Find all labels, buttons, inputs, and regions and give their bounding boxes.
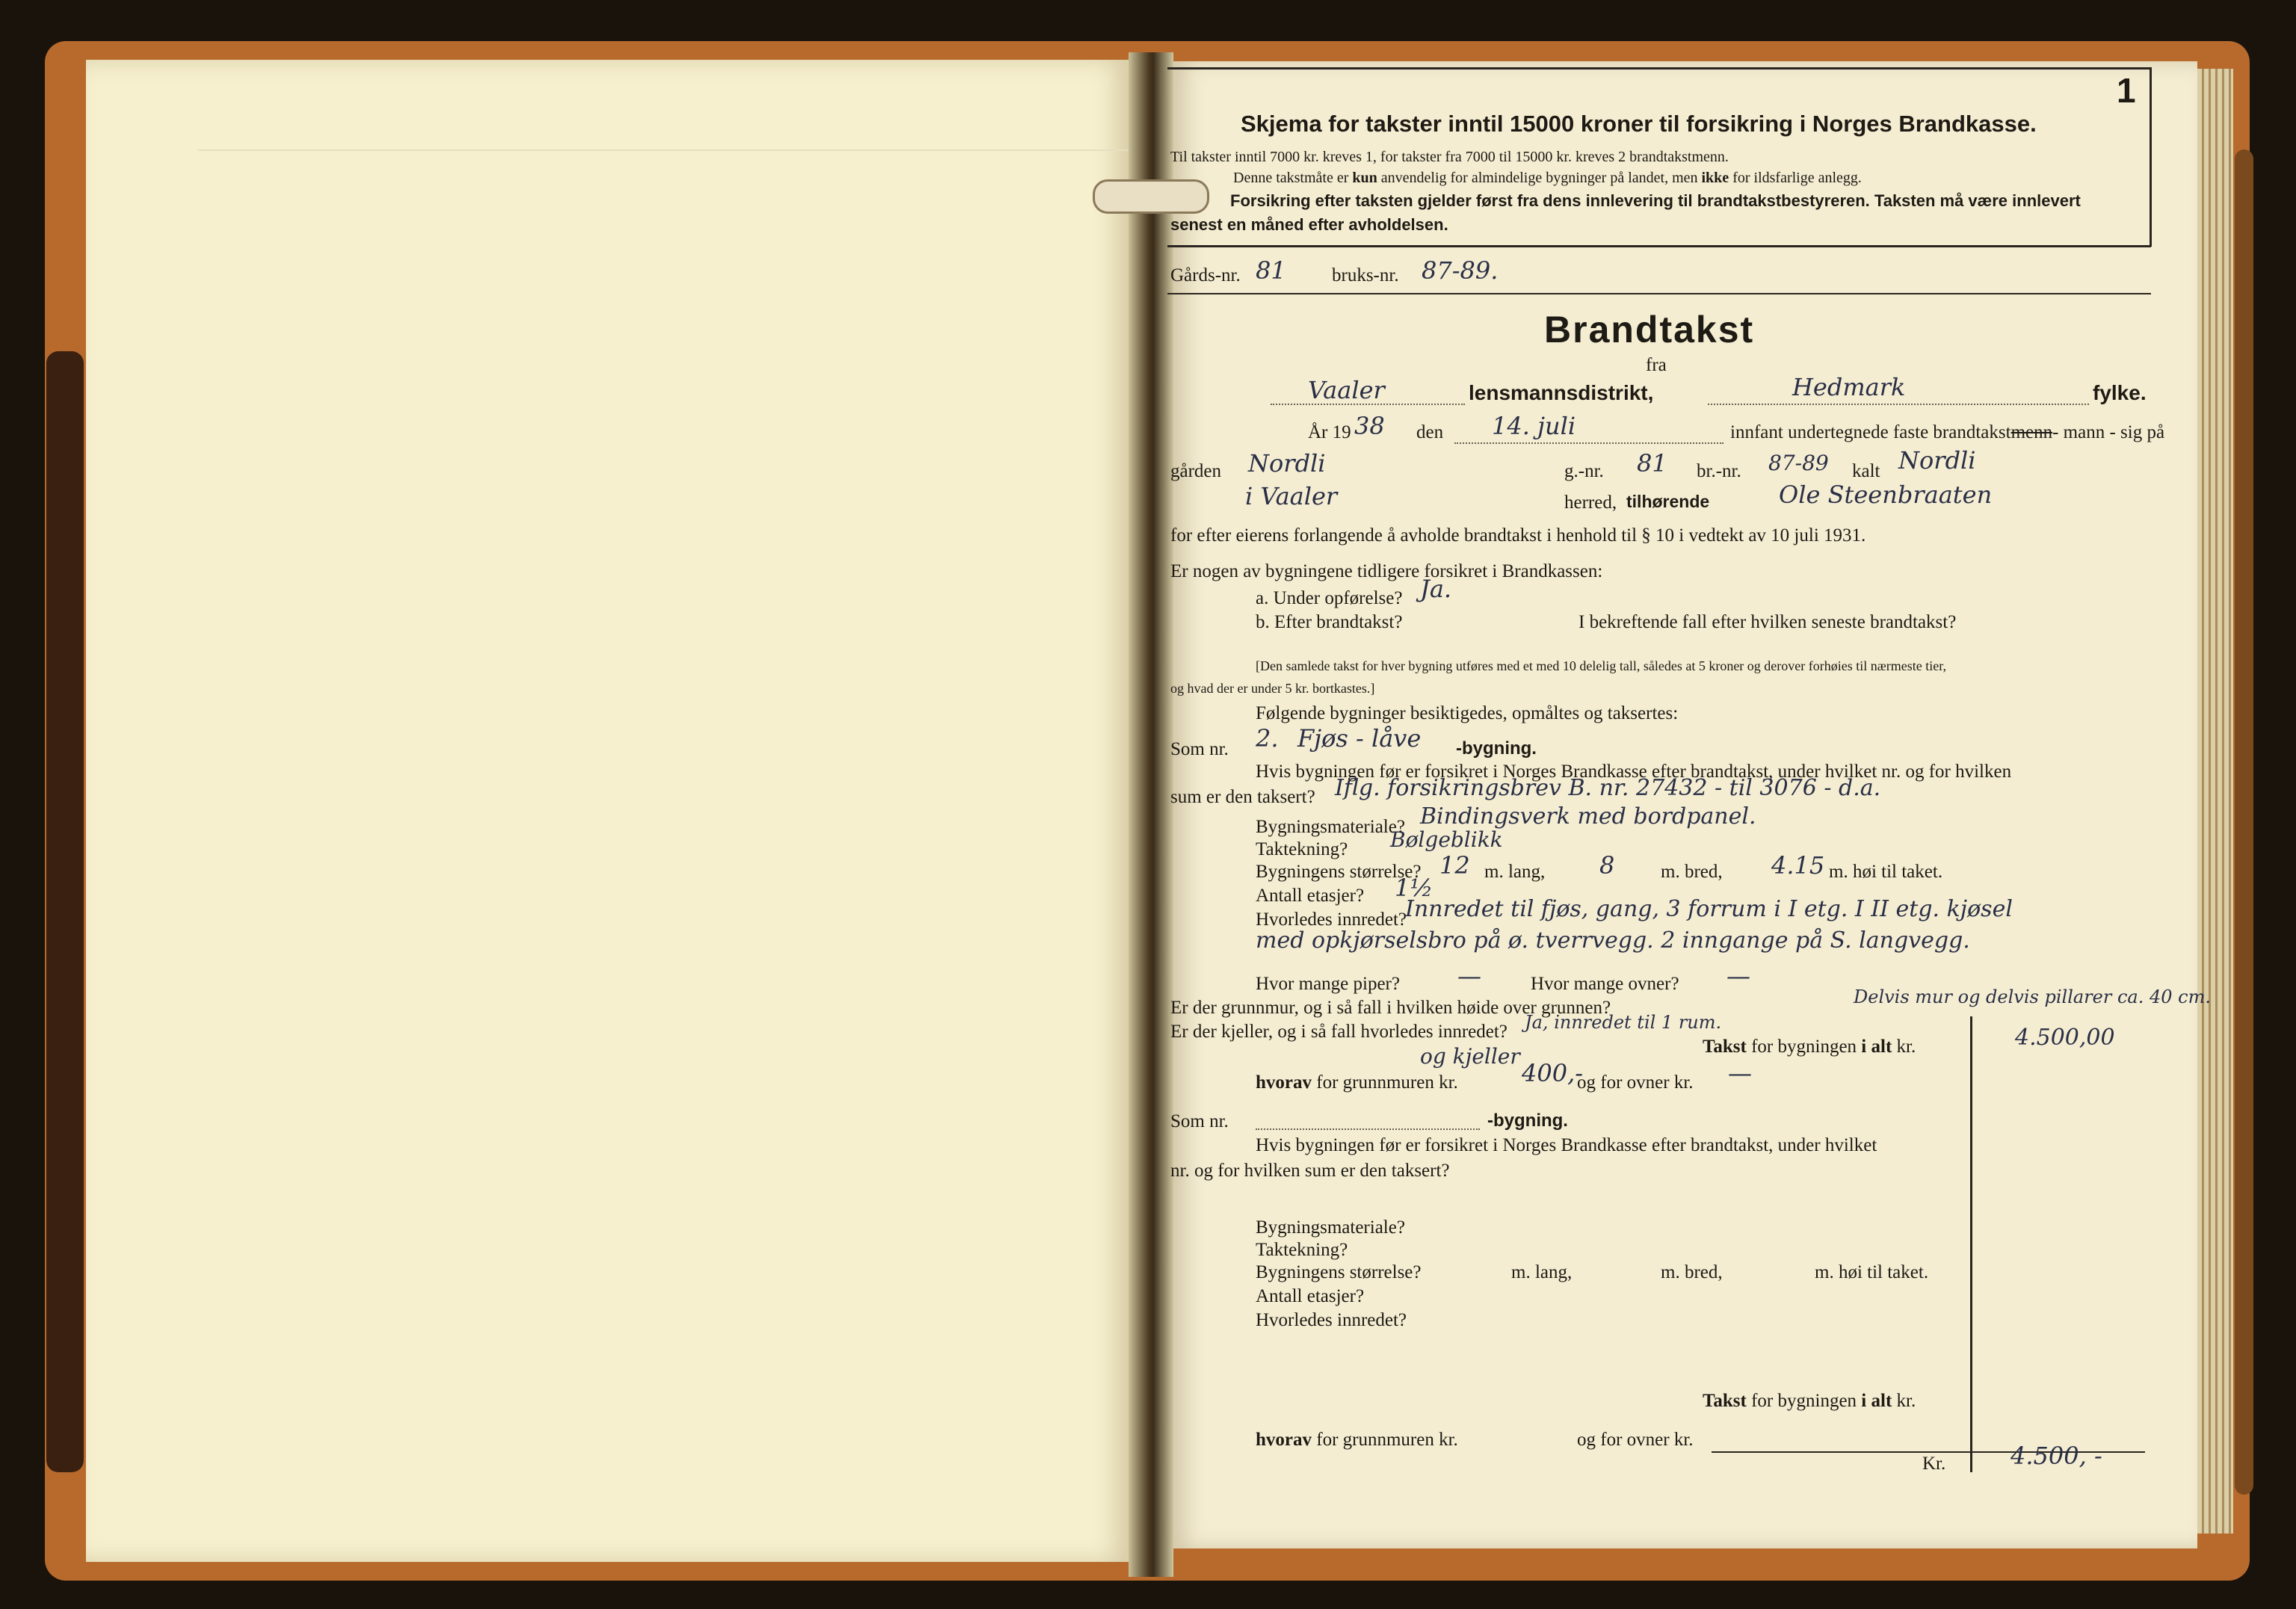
bruks-label: bruks-nr.	[1332, 265, 1399, 285]
brandtakst-title: Brandtakst	[1544, 309, 1755, 350]
opforelse-value: Ja.	[1420, 575, 1452, 603]
b1-innredet-value-1: Innredet til fjøs, gang, 3 forrum i I etg. I II etg. kjøsel	[1405, 896, 2013, 922]
show-through-line	[198, 149, 1192, 151]
b1-forsikret-q2: sum er den taksert?	[1170, 787, 1315, 807]
b2-ovner-for-label: og for ovner kr.	[1577, 1430, 1694, 1450]
b1-piper-label: Hvor mange piper?	[1256, 974, 1400, 994]
binding-tie	[1093, 179, 1209, 214]
header-note-4: senest en måned efter avholdelsen.	[1170, 215, 1448, 234]
b1-etasjer-label: Antall etasjer?	[1256, 886, 1365, 906]
brnr-label: br.-nr.	[1697, 461, 1741, 481]
b2-forsikret-q1: Hvis bygningen før er forsikret i Norges Brandkasse efter brandtakst, under hvilket	[1256, 1135, 1877, 1155]
b2-materiale-label: Bygningsmateriale?	[1256, 1217, 1405, 1238]
b2-nr-label: Som nr.	[1170, 1111, 1229, 1131]
ids-rule	[1167, 293, 2151, 294]
year-value: 38	[1354, 412, 1385, 440]
header-bottom-rule	[1167, 245, 2151, 247]
b1-hvorav-line: hvorav for grunnmuren kr.	[1256, 1072, 1458, 1093]
samlede-note-2: og hvad der er under 5 kr. bortkastes.]	[1170, 681, 1375, 696]
b1-bred-value: 8	[1599, 851, 1615, 880]
gnr-label: g.-nr.	[1564, 461, 1604, 481]
gards-value: 81	[1256, 256, 1286, 285]
b2-takst-line: Takst for bygningen i alt kr.	[1703, 1391, 1916, 1411]
b1-hoi-value: 4.15	[1771, 851, 1825, 880]
gnr-value: 81	[1637, 449, 1667, 478]
b2-hoi-label: m. høi til taket.	[1815, 1262, 1929, 1282]
book-gutter	[1129, 52, 1173, 1577]
bekreftende-text: I bekreftende fall efter hvilken seneste brandtakst?	[1578, 612, 1957, 632]
b1-name-value: Fjøs - låve	[1297, 724, 1422, 753]
b1-takst-line: Takst for bygningen i alt kr.	[1703, 1037, 1916, 1057]
total-kr-label: Kr.	[1922, 1454, 1946, 1474]
form-header-title: Skjema for takster inntil 15000 kroner til forsikring i Norges Brandkasse.	[1241, 111, 2037, 137]
b1-innredet-label: Hvorledes innredet?	[1256, 909, 1407, 930]
owner-value: Ole Steenbraaten	[1779, 481, 1993, 509]
garden-label: gården	[1170, 461, 1222, 481]
b1-materiale-value: Bindingsverk med bordpanel.	[1420, 803, 1756, 830]
b1-bred-label: m. bred,	[1661, 862, 1723, 882]
date-dotline	[1454, 442, 1723, 444]
district-dotline	[1271, 404, 1465, 405]
district-label: lensmannsdistrikt,	[1469, 381, 1654, 404]
herred-label: herred,	[1564, 492, 1617, 513]
b1-lang-value: 12	[1439, 851, 1470, 880]
header-note-2: Denne takstmåte er kun anvendelig for almindelige bygninger på landet, men ikke for ildsfarlige anlegg.	[1233, 170, 1862, 186]
den-label: den	[1416, 422, 1444, 442]
b1-tak-value: Bølgeblikk	[1390, 827, 1503, 852]
year-label: År 19	[1308, 422, 1351, 442]
garden-value: Nordli	[1248, 449, 1326, 478]
herred-value: i Vaaler	[1245, 482, 1338, 510]
total-value: 4.500, -	[2010, 1442, 2102, 1470]
bruks-value: 87-89.	[1422, 256, 1499, 285]
b1-tak-label: Taktekning?	[1256, 839, 1348, 859]
district-value: Vaaler	[1308, 376, 1385, 404]
b1-forsikret-q1: Hvis bygningen før er forsikret i Norges Brandkasse efter brandtakst, under hvilket nr. og for hvilken	[1256, 762, 2012, 782]
b2-forsikret-q2: nr. og for hvilken sum er den taksert?	[1170, 1161, 1450, 1181]
b1-kjeller-value: Ja, innredet til 1 rum.	[1525, 1012, 1722, 1033]
b1-nr-label: Som nr.	[1170, 739, 1229, 759]
kalt-label: kalt	[1852, 461, 1880, 481]
b1-og-kjeller: og kjeller	[1420, 1044, 1520, 1069]
b2-nr-dotline	[1256, 1128, 1480, 1130]
b2-bygning-label: -bygning.	[1487, 1111, 1568, 1131]
left-page	[86, 60, 1129, 1562]
b1-bygning-label: -bygning.	[1456, 738, 1537, 759]
marbled-edge-left	[46, 351, 84, 1472]
b1-ovner-for-label: og for ovner kr.	[1577, 1072, 1694, 1093]
header-top-rule	[1167, 67, 2151, 70]
kalt-value: Nordli	[1898, 446, 1976, 475]
b1-storrelse-label: Bygningens størrelse?	[1256, 862, 1422, 882]
brnr-value: 87-89	[1768, 451, 1829, 475]
b2-innredet-label: Hvorledes innredet?	[1256, 1310, 1407, 1330]
tidligere-text: Er nogen av bygningene tidligere forsikret i Brandkassen:	[1170, 561, 1603, 581]
b2-etasjer-label: Antall etasjer?	[1256, 1286, 1365, 1306]
opforelse-label: a. Under opførelse?	[1256, 588, 1403, 608]
b1-grunnmur-value: Delvis mur og delvis pillarer ca. 40 cm.	[1854, 986, 2211, 1007]
fra-label: fra	[1646, 355, 1667, 375]
b1-ovner-label: Hvor mange ovner?	[1531, 974, 1679, 994]
b1-ovner-for-value: —	[1728, 1059, 1752, 1087]
b1-grunnmuren-value: 400,-	[1522, 1059, 1584, 1087]
b2-storrelse-label: Bygningens størrelse?	[1256, 1262, 1422, 1282]
innfant-text: innfant undertegnede faste brandtakstmenn- mann - sig på	[1730, 422, 2165, 442]
b1-hoi-label: m. høi til taket.	[1829, 862, 1943, 882]
samlede-note-1: [Den samlede takst for hver bygning utføres med et med 10 delelig tall, således at 5 kroner og derover forhøies til nærmeste tier,	[1256, 658, 1947, 673]
b1-piper-value: —	[1457, 962, 1481, 990]
b2-lang-label: m. lang,	[1511, 1262, 1573, 1282]
b2-tak-label: Taktekning?	[1256, 1240, 1348, 1260]
sum-column-rule	[1970, 1016, 1972, 1472]
county-label: fylke.	[2093, 381, 2147, 404]
header-note-3: Forsikring efter taksten gjelder først fra dens innlevering til brandtakstbestyreren. Taksten må være innlevert	[1230, 191, 2081, 210]
b2-bred-label: m. bred,	[1661, 1262, 1723, 1282]
b1-lang-label: m. lang,	[1484, 862, 1546, 882]
date-value: 14. juli	[1492, 412, 1576, 440]
efter-label: b. Efter brandtakst?	[1256, 612, 1403, 632]
cover-edge-right	[2235, 149, 2253, 1495]
folgende-text: Følgende bygninger besiktigedes, opmåltes og taksertes:	[1256, 703, 1679, 723]
b1-kjeller-label: Er der kjeller, og i så fall hvorledes innredet?	[1170, 1022, 1507, 1042]
b1-materiale-label: Bygningsmateriale?	[1256, 817, 1405, 837]
forlangende-text: for efter eierens forlangende å avholde brandtakst i henhold til § 10 i vedtekt av 10 juli 1931.	[1170, 525, 1866, 546]
page-stack-edge	[2197, 69, 2233, 1534]
b1-grunnmur-label: Er der grunnmur, og i så fall i hvilken høide over grunnen?	[1170, 998, 1611, 1018]
header-right-rule	[2150, 67, 2152, 247]
county-dotline	[1708, 404, 2089, 405]
b1-nr-value: 2.	[1256, 724, 1279, 753]
tilhorende-label: tilhørende	[1626, 492, 1710, 511]
page-number: 1	[2117, 71, 2136, 110]
b1-ovner-value: —	[1726, 962, 1750, 990]
b2-hvorav-line: hvorav for grunnmuren kr.	[1256, 1430, 1458, 1450]
gards-label: Gårds-nr.	[1170, 265, 1241, 285]
b1-takst-value: 4.500,00	[2015, 1025, 2115, 1051]
b1-etasjer-value: 1½	[1395, 874, 1434, 902]
header-note-1: Til takster inntil 7000 kr. kreves 1, for takster fra 7000 til 15000 kr. kreves 2 brandtakstmenn.	[1170, 149, 1729, 165]
county-value: Hedmark	[1792, 373, 1906, 401]
b1-innredet-value-2: med opkjørselsbro på ø. tverrvegg. 2 inngange på S. langvegg.	[1256, 927, 1970, 954]
b1-forsikret-answer: Iflg. forsikringsbrev B. nr. 27432 - til 3076 - d.a.	[1335, 775, 1881, 801]
